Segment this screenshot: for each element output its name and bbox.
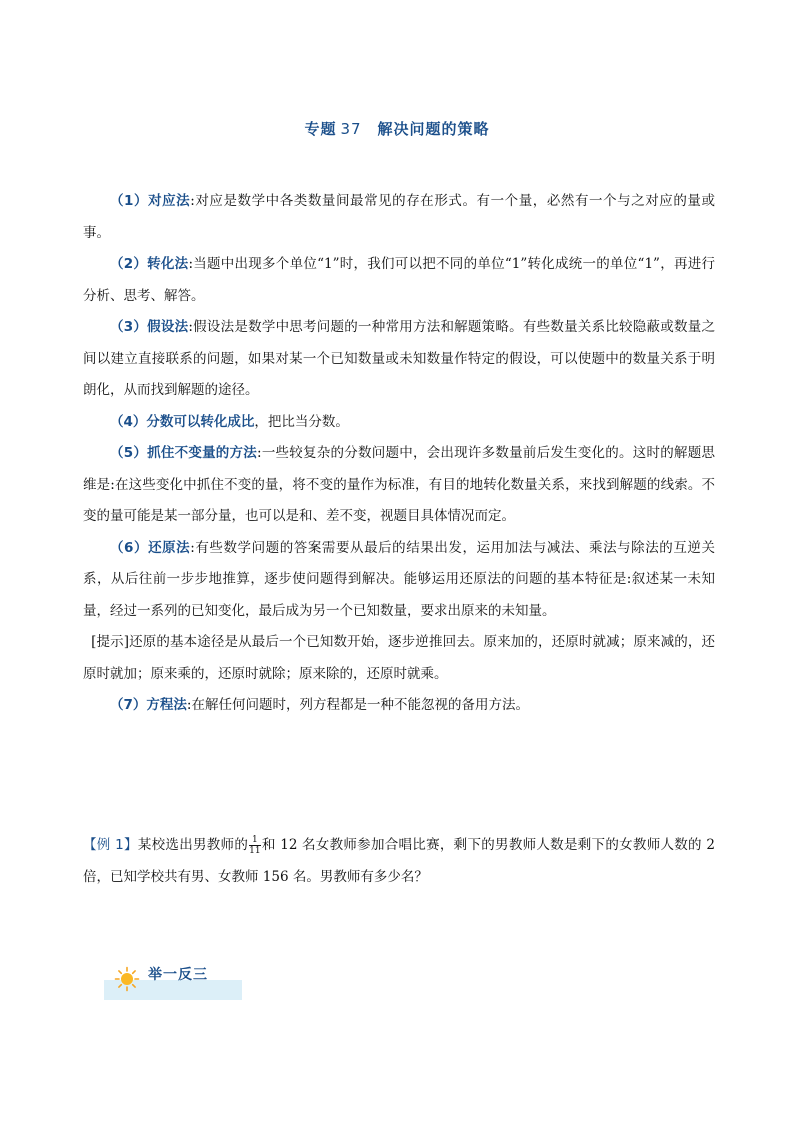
example-text-before: 某校选出男教师的 xyxy=(137,837,249,853)
strategy-text: :当题中出现多个单位“1”时，我们可以把不同的单位“1”转化成统一的单位“1”，再进行分析、思考、解答。 xyxy=(83,256,715,304)
section-header-practice xyxy=(104,962,242,1000)
title-text: 解决问题的策略 xyxy=(377,120,490,138)
strategy-label: （3）假设法 xyxy=(110,319,189,335)
strategy-paragraph-4 xyxy=(83,407,715,439)
strategy-paragraph-2 xyxy=(83,249,715,312)
strategy-paragraph-6 xyxy=(83,533,715,628)
strategy-paragraph-3 xyxy=(83,312,715,407)
strategy-text: :对应是数学中各类数量间最常见的存在形式。有一个量，必然有一个与之对应的量或事。 xyxy=(83,193,715,241)
strategy-list xyxy=(83,186,715,722)
title-prefix: 专题 xyxy=(304,120,337,138)
tip-paragraph: [提示]还原的基本途径是从最后一个已知数开始，逐步逆推回去。原来加的，还原时就减；原来减的，还原时就加；原来乘的，还原时就除；原来除的，还原时就乘。 xyxy=(83,634,715,682)
section-label: 举一反三 xyxy=(148,967,208,983)
fraction-numerator: 1 xyxy=(252,835,258,845)
strategy-label: （1）对应法 xyxy=(110,193,191,209)
strategy-text: :有些数学问题的答案需要从最后的结果出发，运用加法与减法、乘法与除法的互逆关系，从后往前一步步地推算，逐步使问题得到解决。能够运用还原法的问题的基本特征是:叙述某一未知量，经过一系列的已知变化，最后成为另一个已知数量，要求出原来的未知量。 xyxy=(83,539,715,619)
sun-icon xyxy=(114,966,140,992)
strategy-label: （7）方程法 xyxy=(110,697,187,713)
strategy-label: （6）还原法 xyxy=(110,539,191,556)
strategy-text: :假设法是数学中思考问题的一种常用方法和解题策略。有些数量关系比较隐蔽或数量之间以建立直接联系的问题，如果对某一个已知数量或未知数量作特定的假设，可以使题中的数量关系于明朗化，从而找到解题的途径。 xyxy=(83,319,715,398)
strategy-label: （2）转化法 xyxy=(110,256,189,272)
example-tag: 【例 1】 xyxy=(83,837,138,853)
strategy-paragraph-5 xyxy=(83,438,715,533)
strategy-paragraph-1 xyxy=(83,186,715,249)
title-number: 37 xyxy=(340,120,362,138)
strategy-text: :在解任何问题时，列方程都是一种不能忽视的备用方法。 xyxy=(186,697,529,713)
fraction xyxy=(249,835,260,856)
page-title xyxy=(0,118,794,139)
fraction-denominator: 11 xyxy=(249,846,261,856)
strategy-paragraph-7 xyxy=(83,690,715,722)
strategy-text: ，把比当分数。 xyxy=(254,413,349,430)
example-text-after: 和 12 名女教师参加合唱比赛，剩下的男教师人数是剩下的女教师人数的 2 倍，已知学校共有男、女教师 156 名。男教师有多少名？ xyxy=(83,837,716,885)
strategy-label: （5）抓住不变量的方法 xyxy=(110,445,258,461)
example-1 xyxy=(83,830,715,893)
strategy-text: :一些较复杂的分数问题中，会出现许多数量前后发生变化的。这时的解题思维是:在这些变化中抓住不变的量，将不变的量作为标准，有目的地转化数量关系，来找到解题的线索。不变的量可能是某一部分量，也可以是和、差不变，视题目具体情况而定。 xyxy=(83,445,715,524)
strategy-label: （4）分数可以转化成比 xyxy=(110,413,255,430)
